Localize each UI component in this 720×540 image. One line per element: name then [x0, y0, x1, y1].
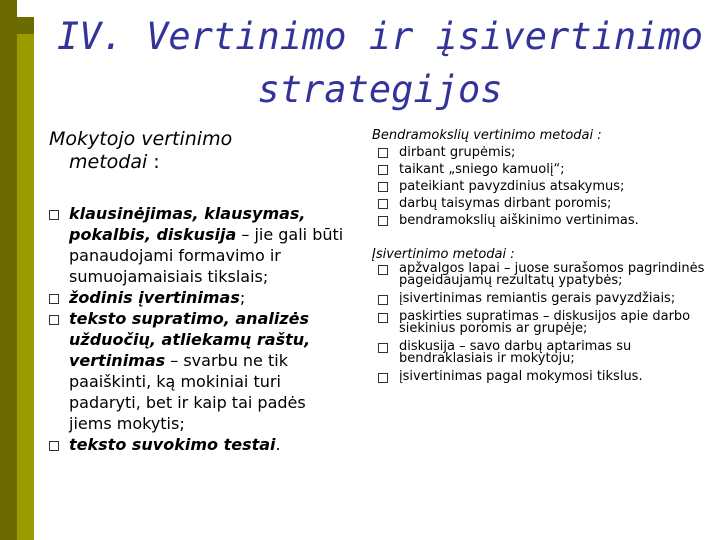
slide-title — [40, 10, 720, 116]
list-item — [372, 263, 712, 287]
list-item — [372, 293, 712, 305]
square-bullet-icon — [378, 265, 388, 275]
decor-square-dark — [17, 17, 34, 34]
slide-title-line-1: IV. Vertinimo ir įsivertinimo — [56, 15, 703, 58]
square-bullet-icon — [378, 373, 388, 383]
list-item-text: pateikiant pavyzdinius atsakymus; — [399, 179, 625, 194]
square-bullet-icon — [378, 148, 388, 158]
list-item — [372, 371, 712, 383]
left-section-heading — [49, 128, 232, 174]
slide-title-line-2: strategijos — [257, 68, 503, 111]
list-item-bold: teksto supratimo, analizės užduočių, atliekamų raštu, vertinimas — [69, 309, 311, 370]
self-assessment-heading: Įsivertinimo metodai : — [372, 247, 515, 262]
list-item — [372, 144, 712, 161]
self-assessment-list — [372, 263, 712, 389]
decor-square-white — [17, 0, 34, 17]
list-item — [49, 287, 349, 308]
square-bullet-icon — [49, 294, 59, 304]
square-bullet-icon — [49, 441, 59, 451]
peer-assessment-heading: Bendramokslių vertinimo metodai : — [372, 128, 602, 143]
list-item-text: . — [275, 435, 281, 454]
list-item-text: bendramokslių aiškinimo vertinimas. — [399, 213, 639, 228]
square-bullet-icon — [378, 165, 388, 175]
square-bullet-icon — [378, 295, 388, 305]
square-bullet-icon — [378, 182, 388, 192]
peer-assessment-list — [372, 144, 712, 229]
teacher-methods-list — [49, 203, 349, 455]
list-item — [372, 212, 712, 229]
square-bullet-icon — [49, 210, 59, 220]
left-decor-bar-light — [17, 0, 34, 540]
square-bullet-icon — [378, 216, 388, 226]
list-item — [372, 311, 712, 335]
list-item-text: įsivertinimas pagal mokymosi tikslus. — [399, 369, 643, 384]
list-item-text: – jie gali būti panaudojami formavimo ir sumuojamaisiais tikslais; — [69, 225, 344, 286]
list-item-bold: teksto suvokimo testai — [69, 435, 276, 454]
list-item-text: taikant „sniego kamuolį“; — [399, 162, 565, 177]
list-item — [372, 341, 712, 365]
list-item — [49, 203, 349, 287]
list-item-text: diskusija – savo darbų aptarimas su bendraklasiais ir mokytoju; — [399, 339, 632, 366]
list-item-bold: žodinis įvertinimas — [69, 288, 240, 307]
list-item — [49, 308, 349, 434]
list-item — [372, 195, 712, 212]
list-item — [372, 178, 712, 195]
left-decor-bar-dark — [0, 0, 17, 540]
left-heading-suffix: : — [147, 151, 160, 173]
square-bullet-icon — [49, 315, 59, 325]
square-bullet-icon — [378, 343, 388, 353]
list-item-text: apžvalgos lapai – juose surašomos pagrindinės pageidaujamų rezultatų ypatybės; — [399, 261, 705, 288]
list-item-text: – svarbu ne tik paaiškinti, ką mokiniai turi padaryti, bet ir kaip tai padės jiems mokytis; — [69, 351, 306, 433]
list-item-text: darbų taisymas dirbant poromis; — [399, 196, 612, 211]
list-item-bold: klausinėjimas, klausymas, pokalbis, diskusija — [69, 204, 306, 244]
list-item-text: įsivertinimas remiantis gerais pavyzdžiais; — [399, 291, 676, 306]
square-bullet-icon — [378, 313, 388, 323]
left-heading-line-2: metodai — [69, 151, 148, 173]
left-heading-line-2-wrap — [49, 151, 232, 174]
list-item-text: dirbant grupėmis; — [399, 145, 516, 160]
left-heading-line-1: Mokytojo vertinimo — [49, 128, 233, 150]
square-bullet-icon — [378, 199, 388, 209]
list-item-text: ; — [239, 288, 246, 307]
list-item — [49, 434, 349, 455]
list-item — [372, 161, 712, 178]
list-item-text: paskirties supratimas – diskusijos apie darbo siekinius poromis ar grupėje; — [399, 309, 691, 336]
